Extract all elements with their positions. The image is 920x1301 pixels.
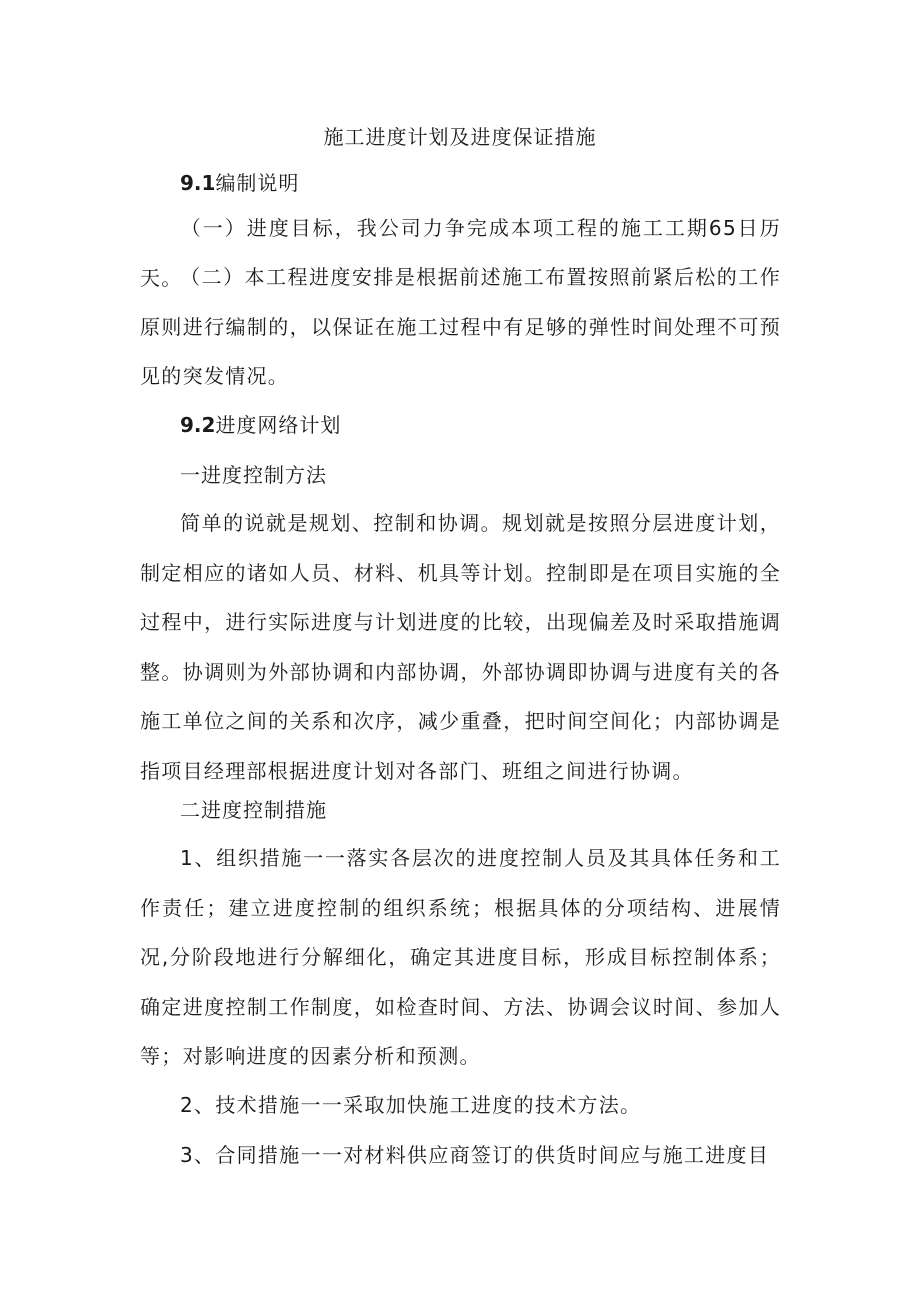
section-label: 进度网络计划 [215, 413, 342, 437]
paragraph-text: 2、技术措施一一采取加快施工进度的技术方法。 [180, 1093, 642, 1117]
paragraph-technical-measures [140, 1081, 781, 1131]
paragraph-schedule-arrangement [140, 253, 781, 402]
paragraph-organization-measures [140, 834, 781, 1082]
section-heading-9-2 [180, 411, 341, 439]
paragraph-text: 1、组织措施一一落实各层次的进度控制人员及其具体任务和工作责任；建立进度控制的组织系统；根据具体的分项结构、进展情况,分阶段地进行分解细化，确定其进度目标，形成目标控制体系；确定进度控制工作制度，如检查时间、方法、协调会议时间、参加人等；对影响进度的因素分析和预测。 [140, 846, 781, 1068]
subheading-control-method: 一进度控制方法 [180, 463, 327, 487]
subheading-control-measures: 二进度控制措施 [180, 798, 327, 822]
section-heading-9-1 [180, 169, 299, 197]
document-title: 施工进度计划及进度保证措施 [323, 125, 597, 149]
section-number: 9.1 [180, 171, 216, 195]
paragraph-text: 3、合同措施一一对材料供应商签订的供货时间应与施工进度目 [180, 1143, 770, 1167]
paragraph-contract-measures [140, 1131, 781, 1181]
section-number: 9.2 [180, 413, 216, 437]
paragraph-text: （一）进度目标，我公司力争完成本项工程的施工工期65日历天。 [140, 216, 781, 290]
section-label: 编制说明 [215, 171, 300, 195]
paragraph-text: （二）本工程进度安排是根据前述施工布置按照前紧后松的工作原则进行编制的，以保证在施工过程中有足够的弹性时间处理不可预见的突发情况。 [140, 265, 781, 388]
paragraph-control-method [140, 499, 781, 796]
paragraph-text: 简单的说就是规划、控制和协调。规划就是按照分层进度计划，制定相应的诸如人员、材料、机具等计划。控制即是在项目实施的全过程中，进行实际进度与计划进度的比较，出现偏差及时采取措施调整。协调则为外部协调和内部协调，外部协调即协调与进度有关的各施工单位之间的关系和次序，减少重叠，把时间空间化；内部协调是指项目经理部根据进度计划对各部门、班组之间进行协调。 [140, 511, 781, 783]
